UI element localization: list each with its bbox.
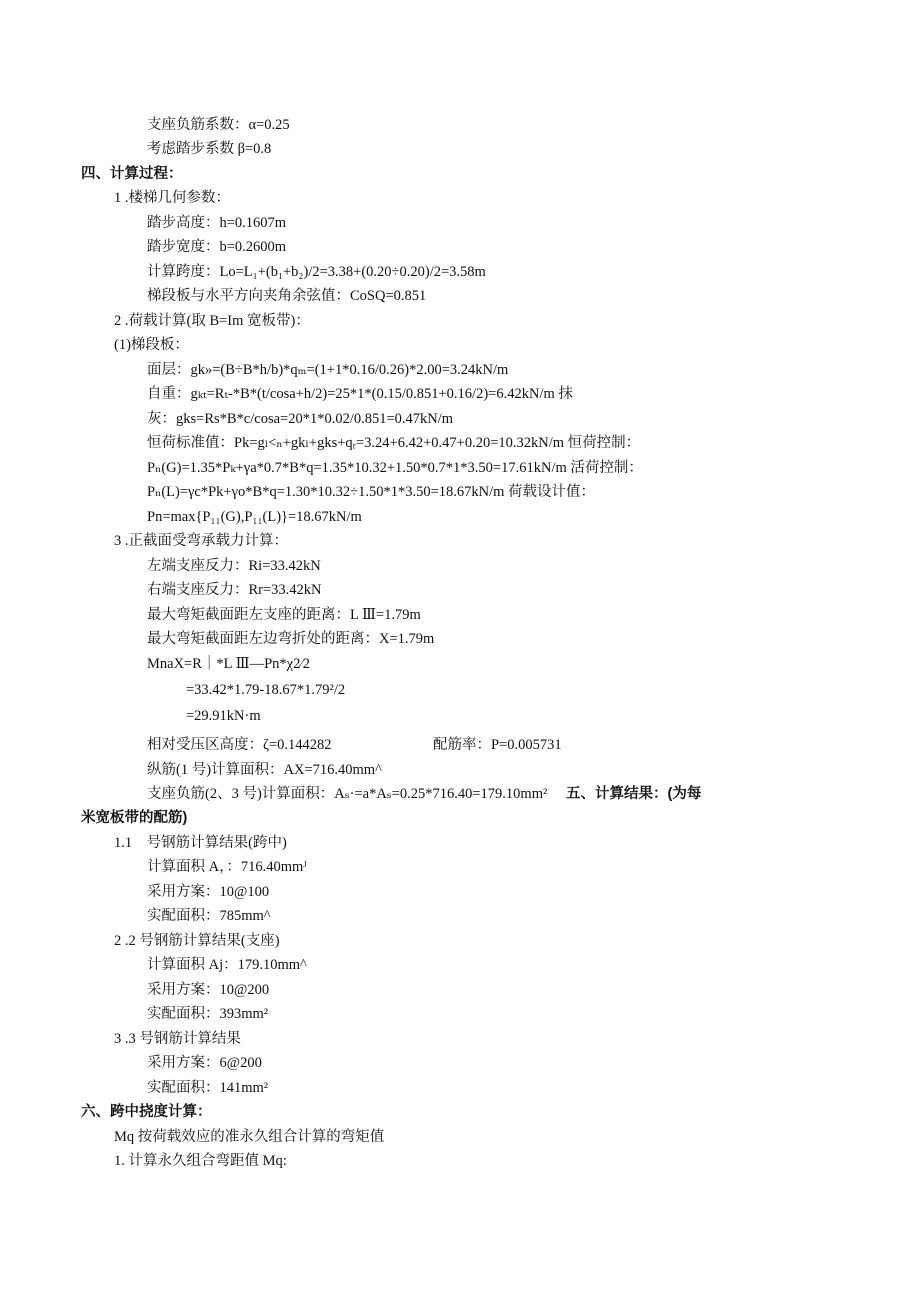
text-line: 实配面积：393mm²: [147, 1006, 269, 1022]
text-line: 右端支座反力：Rr=33.42kN: [147, 582, 322, 598]
text-line: Mq 按荷载效应的准永久组合计算的弯矩值: [114, 1129, 385, 1145]
subsection-heading: 2 .荷载计算(取 B=Im 宽板带)：: [114, 313, 310, 329]
text-line: 踏步宽度：b=0.2600m: [147, 239, 287, 255]
text-line: MnaX=R｜*L Ⅲ—Pn*χ2⁄2: [147, 656, 310, 672]
text-line: 配筋率：P=0.005731: [433, 737, 562, 753]
text-line: Pn=max{P₁₁(G),P₁₁(L)}=18.67kN/m: [147, 509, 362, 525]
text-line: 实配面积：141mm²: [147, 1080, 269, 1096]
text-line: 采用方案：10@200: [147, 982, 270, 998]
text-line: 考虑踏步系数 β=0.8: [147, 141, 272, 157]
section-heading: 四、计算过程：: [81, 166, 183, 182]
text-line: 采用方案：6@200: [147, 1055, 262, 1071]
text-line: =29.91kN·m: [186, 708, 261, 724]
section-heading: 六、跨中挠度计算：: [81, 1104, 212, 1120]
text-line: 梯段板与水平方向夹角余弦值：CoSQ=0.851: [147, 288, 427, 304]
subsection-heading: 1.1 号钢筋计算结果(跨中): [114, 835, 287, 851]
text-line: 最大弯矩截面距左支座的距离：L Ⅲ=1.79m: [147, 607, 421, 623]
text-line: 支座负筋(2、3 号)计算面积：Aₛ·=a*Aₛ=0.25*716.40=179.10mm²: [147, 786, 548, 802]
text-line: 纵筋(1 号)计算面积：AX=716.40mm^: [147, 762, 382, 778]
text-line: 计算面积 Aj：179.10mm^: [147, 957, 307, 973]
subsection-heading: 1 .楼梯几何参数：: [114, 190, 230, 206]
text-line: 实配面积：785mm^: [147, 908, 271, 924]
section-heading: 米宽板带的配筋): [81, 810, 188, 826]
text-line: 计算面积 A，：716.40mmᴶ: [147, 859, 307, 875]
text-line: =33.42*1.79-18.67*1.79²/2: [186, 682, 346, 698]
text-line: 自重：gₖₜ=Rₜ-*B*(t/cosa+h/2)=25*1*(0.15/0.851+0.16/2)=6.42kN/m 抹: [147, 386, 573, 402]
text-line: 面层：gk»=(B÷B*h/b)*qₘ=(1+1*0.16/0.26)*2.00=3.24kN/m: [147, 362, 509, 378]
text-line: 1. 计算永久组合弯距值 Mq:: [114, 1153, 287, 1169]
text-line: Pₙ(G)=1.35*Pₖ+γa*0.7*B*q=1.35*10.32+1.50*0.7*1*3.50=17.61kN/m 活荷控制：: [147, 460, 643, 476]
text-line: 左端支座反力：Ri=33.42kN: [147, 558, 321, 574]
subsection-heading: 3 .3 号钢筋计算结果: [114, 1031, 241, 1047]
text-line: 踏步高度：h=0.1607m: [147, 215, 287, 231]
subsection-heading: 3 .正截面受弯承载力计算：: [114, 533, 288, 549]
text-line: 灰：gks=Rs*B*c/cosa=20*1*0.02/0.851=0.47kN/m: [147, 411, 454, 427]
subsection-heading: (1)梯段板：: [114, 337, 189, 353]
text-line: 采用方案：10@100: [147, 884, 270, 900]
text-line: 支座负筋系数：α=0.25: [147, 117, 290, 133]
text-line: 相对受压区高度：ζ=0.144282: [147, 737, 332, 753]
section-heading: 五、计算结果：(为每: [566, 786, 702, 802]
text-line: 计算跨度：Lo=L₁+(b₁+b₂)/2=3.38+(0.20÷0.20)/2=3.58m: [147, 264, 486, 280]
text-line: Pₙ(L)=γc*Pk+γo*B*q=1.30*10.32÷1.50*1*3.50=18.67kN/m 荷载设计值：: [147, 484, 596, 500]
text-line: 最大弯矩截面距左边弯折处的距离：X=1.79m: [147, 631, 435, 647]
subsection-heading: 2 .2 号钢筋计算结果(支座): [114, 933, 280, 949]
text-line: 恒荷标准值：Pk=gₗ<ₙ+gkₗ+gks+qᵣ=3.24+6.42+0.47+0.20=10.32kN/m 恒荷控制：: [147, 435, 641, 451]
